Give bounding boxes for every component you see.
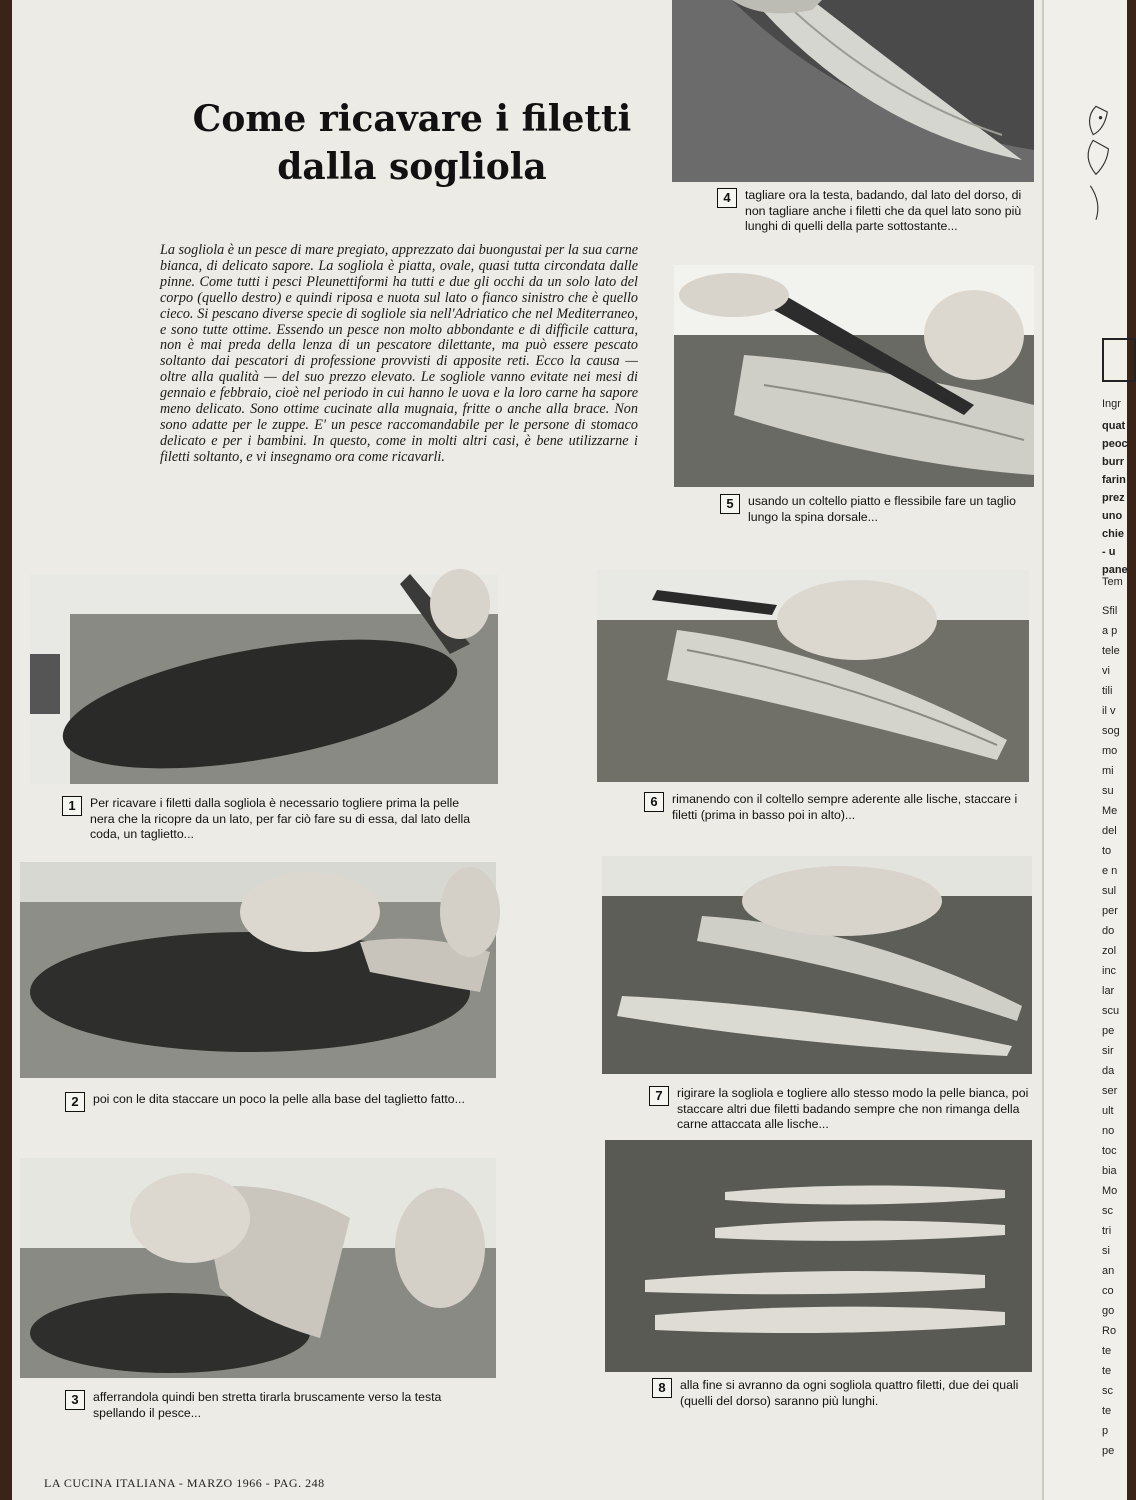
right-page-line: da	[1102, 1065, 1115, 1077]
caption-step-7	[649, 1086, 1034, 1133]
caption-step-2	[65, 1092, 485, 1112]
photo-step-7	[602, 856, 1032, 1074]
right-page-line: farin	[1102, 474, 1126, 486]
photo-step-6	[597, 570, 1029, 782]
photo-step-8	[605, 1140, 1032, 1372]
right-page-line: co	[1102, 1285, 1114, 1297]
right-page-line: uno	[1102, 510, 1123, 522]
rule-box	[1102, 338, 1136, 382]
illustration-fish-icon	[1044, 95, 1127, 265]
right-page-line: scu	[1102, 1005, 1120, 1017]
right-page-line: chie	[1102, 528, 1125, 540]
caption-step-5	[720, 494, 1038, 525]
right-page-line: zol	[1102, 945, 1117, 957]
right-page-line: pe	[1102, 1025, 1115, 1037]
right-page-line: Sfil	[1102, 605, 1118, 617]
right-page-line: no	[1102, 1125, 1115, 1137]
caption-step-6	[644, 792, 1034, 823]
magazine-page	[12, 0, 1042, 1500]
caption-step-8	[652, 1378, 1034, 1409]
right-page-line: ult	[1102, 1105, 1114, 1117]
right-page-line: burr	[1102, 456, 1124, 468]
right-page-line: mo	[1102, 745, 1118, 757]
right-page-line: prez	[1102, 492, 1125, 504]
right-page-line: do	[1102, 925, 1115, 937]
caption-step-1	[62, 796, 482, 843]
title-line-2: dalla sogliola	[277, 146, 547, 188]
step-number-badge: 7	[649, 1086, 669, 1106]
step-number-badge: 2	[65, 1092, 85, 1112]
step-caption-text: tagliare ora la testa, badando, dal lato del dorso, di non tagliare anche i filetti che da quel lato sono più lunghi di quelli della parte sottostante...	[745, 188, 1022, 233]
step-number-badge: 3	[65, 1390, 85, 1410]
right-page-line: pane	[1102, 564, 1128, 576]
right-page-line: toc	[1102, 1145, 1117, 1157]
right-page-line: te	[1102, 1345, 1112, 1357]
step-caption-text: Per ricavare i filetti dalla sogliola è necessario togliere prima la pelle nera che la ricopre da un lato, per far ciò fare su di essa, dal lato della coda, un taglietto...	[90, 796, 471, 841]
right-page-line: sir	[1102, 1045, 1114, 1057]
right-page-line: tili	[1102, 685, 1113, 697]
photo-step-4	[672, 0, 1034, 182]
title-line-1: Come ricavare i filetti	[192, 98, 632, 140]
right-page-line: inc	[1102, 965, 1117, 977]
right-page-line: vi	[1102, 665, 1110, 677]
intro-paragraph: La sogliola è un pesce di mare pregiato, apprezzato dai buongustai per la sua carne bianca, di delicato sapore. La sogliola è piatta, ovale, quasi tutta circondata dalle pinne. Come tutti i pesci Pleunettiformi ha tutti e due gli occhi da un solo lato del corpo (quello destro) e quindi riposa e nuota sul lato o fianco sinistro che è quello cieco. Si pescano diverse specie di sogliole sia nell'Adriatico che nel Mediterraneo, e sono tutte ottime. Essendo un pesce non molto abbondante e di difficile cattura, non è mai preda della lenza di un pescatore dilettante, ma può essere pescato soltanto dai pescatori di professione provvisti di apposite reti. Ecco la causa — oltre alla qualità — del suo prezzo elevato. Le sogliole vanno evitate nei mesi di gennaio e febbraio, cioè nel periodo in cui hanno le uova e la loro carne ha sapore meno delicato. Sono ottime cucinate alla mugnaia, fritte o anche alla brace. Non sono adatte per le zuppe. E' un pesce raccomandabile per le persone di stomaco delicato e per i bambini. In questo, come in molti altri casi, è bene utilizzarne i filetti soltanto, e vi insegnamo ora come ricavarli.	[160, 242, 639, 465]
right-page-line: peoc	[1102, 438, 1128, 450]
step-caption-text: alla fine si avranno da ogni sogliola quattro filetti, due dei quali (quelli del dorso) saranno più lunghi.	[680, 1378, 1019, 1408]
right-page-line: del	[1102, 825, 1117, 837]
right-page-line: per	[1102, 905, 1118, 917]
right-page-line: a p	[1102, 625, 1118, 637]
right-page-line: sc	[1102, 1205, 1113, 1217]
right-page-line: Ingr	[1102, 398, 1121, 410]
right-page-line: p	[1102, 1425, 1109, 1437]
adjacent-page-edge	[1042, 0, 1127, 1500]
right-page-line: te	[1102, 1365, 1112, 1377]
right-page-line: Tem	[1102, 576, 1123, 588]
step-number-badge: 8	[652, 1378, 672, 1398]
right-page-line: Me	[1102, 805, 1118, 817]
right-page-line: tele	[1102, 645, 1120, 657]
right-page-line: ser	[1102, 1085, 1118, 1097]
right-page-line: sul	[1102, 885, 1117, 897]
right-page-line: bia	[1102, 1165, 1117, 1177]
right-page-line: su	[1102, 785, 1114, 797]
right-page-line: sc	[1102, 1385, 1113, 1397]
step-caption-text: rigirare la sogliola e togliere allo stesso modo la pelle bianca, poi staccare altri due filetti badando sempre che non rimanga della carne attaccata alle lische...	[677, 1086, 1029, 1131]
photo-step-1	[30, 574, 498, 784]
right-page-line: to	[1102, 845, 1112, 857]
right-page-line: - u	[1102, 546, 1116, 558]
right-page-line: quat	[1102, 420, 1126, 432]
step-caption-text: poi con le dita staccare un poco la pelle alla base del taglietto fatto...	[93, 1092, 465, 1106]
right-page-line: lar	[1102, 985, 1115, 997]
right-page-line: an	[1102, 1265, 1115, 1277]
page-footer: LA CUCINA ITALIANA - MARZO 1966 - PAG. 248	[44, 1476, 325, 1490]
photo-step-2	[20, 862, 496, 1078]
step-caption-text: afferrandola quindi ben stretta tirarla bruscamente verso la testa spellando il pesce...	[93, 1390, 442, 1420]
photo-step-5	[674, 265, 1034, 487]
photo-step-3	[20, 1158, 496, 1378]
article-title	[132, 95, 692, 191]
right-page-line: go	[1102, 1305, 1115, 1317]
right-page-line: si	[1102, 1245, 1110, 1257]
step-caption-text: usando un coltello piatto e flessibile fare un taglio lungo la spina dorsale...	[748, 494, 1016, 524]
right-page-line: Ro	[1102, 1325, 1117, 1337]
right-page-line: il v	[1102, 705, 1116, 717]
caption-step-3	[65, 1390, 485, 1421]
right-page-line: Mo	[1102, 1185, 1118, 1197]
step-number-badge: 5	[720, 494, 740, 514]
right-page-line: sog	[1102, 725, 1120, 737]
right-page-line: e n	[1102, 865, 1118, 877]
step-number-badge: 4	[717, 188, 737, 208]
step-number-badge: 6	[644, 792, 664, 812]
step-caption-text: rimanendo con il coltello sempre aderente alle lische, staccare i filetti (prima in basso poi in alto)...	[672, 792, 1018, 822]
caption-step-4	[717, 188, 1037, 250]
right-page-line: mi	[1102, 765, 1114, 777]
right-page-line: tri	[1102, 1225, 1112, 1237]
right-page-line: te	[1102, 1405, 1112, 1417]
step-number-badge: 1	[62, 796, 82, 816]
right-page-line: pe	[1102, 1445, 1115, 1457]
